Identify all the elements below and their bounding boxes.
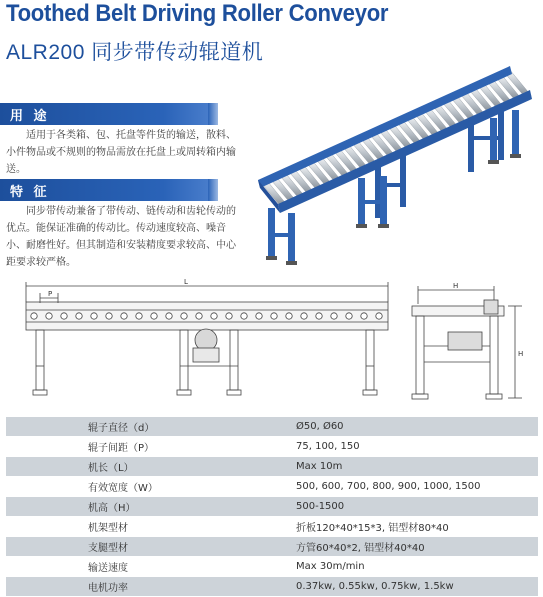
roller-circle [166,313,172,319]
roller-circle [271,313,277,319]
spec-name: 输送速度 [6,557,238,577]
spec-row [6,557,538,577]
spec-row [6,477,538,497]
spec-value: 方管60*40*2, 铝型材40*40 [238,537,538,557]
spec-row [6,457,538,477]
roller-circle [181,313,187,319]
roller-circle [361,313,367,319]
spec-value: Ø50, Ø60 [238,417,538,437]
roller-circle [31,313,37,319]
roller-circle [91,313,97,319]
spec-row [6,537,538,557]
roller-circle [61,313,67,319]
roller-circle [46,313,52,319]
roller-circle [376,313,382,319]
section-heading-features: 特 征 [10,185,50,200]
spec-name: 有效宽度（W） [6,477,238,497]
roller-circle [316,313,322,319]
spec-value: 75, 100, 150 [238,437,538,457]
spec-row [6,437,538,457]
spec-name: 机高（H） [6,497,238,517]
roller-circle [211,313,217,319]
section-text-features: 同步带传动兼备了带传动、链传动和齿轮传动的优点。能保证准确的传动比。传动速度较高、噪音小、耐磨性好。但其制造和安装精度要求较高、中心距要求较严格。 [6,206,236,268]
roller-circle [151,313,157,319]
spec-name: 机架型材 [6,517,238,537]
roller-circle [106,313,112,319]
dim-label-p: P [48,290,53,298]
spec-name: 支腿型材 [6,537,238,557]
title-model: ALR200 同步带传动辊道机 [6,41,264,64]
dim-label-h-top: H [453,282,459,290]
spec-row [6,417,538,437]
roller-circle [121,313,127,319]
roller-circle [331,313,337,319]
spec-name: 辊子间距（P） [6,437,238,457]
spec-value: Max 10m [238,457,538,477]
roller-circle [136,313,142,319]
spec-value: 500, 600, 700, 800, 900, 1000, 1500 [238,477,538,497]
spec-value: Max 30m/min [238,557,538,577]
spec-name: 辊子直径（d） [6,417,238,437]
section-bar-usage [0,103,218,125]
roller-circle [76,313,82,319]
dim-label-l: L [184,278,188,286]
section-bar-features [0,179,218,201]
spec-value: 0.37kw, 0.55kw, 0.75kw, 1.5kw [238,577,538,597]
roller-circle [256,313,262,319]
spec-value: 500-1500 [238,497,538,517]
spec-name: 机长（L） [6,457,238,477]
spec-name: 电机功率 [6,577,238,597]
spec-row [6,517,538,537]
spec-row [6,577,538,597]
roller-circle [196,313,202,319]
roller-circle [301,313,307,319]
spec-table [6,417,538,597]
title-english: Toothed Belt Driving Roller Conveyor [6,0,389,27]
dim-label-h-side: H [518,350,524,358]
spec-value: 折板120*40*15*3, 铝型材80*40 [238,517,538,537]
section-text-usage: 适用于各类箱、包、托盘等件货的输送，散料、小件物品或不规则的物品需放在托盘上或周转箱内输送。 [6,130,236,175]
section-heading-usage: 用 途 [10,109,50,124]
roller-circle [286,313,292,319]
roller-circle [241,313,247,319]
spec-row [6,497,538,517]
roller-circle [346,313,352,319]
technical-drawing [0,276,543,416]
roller-circle [226,313,232,319]
conveyor-illustration [240,58,540,270]
